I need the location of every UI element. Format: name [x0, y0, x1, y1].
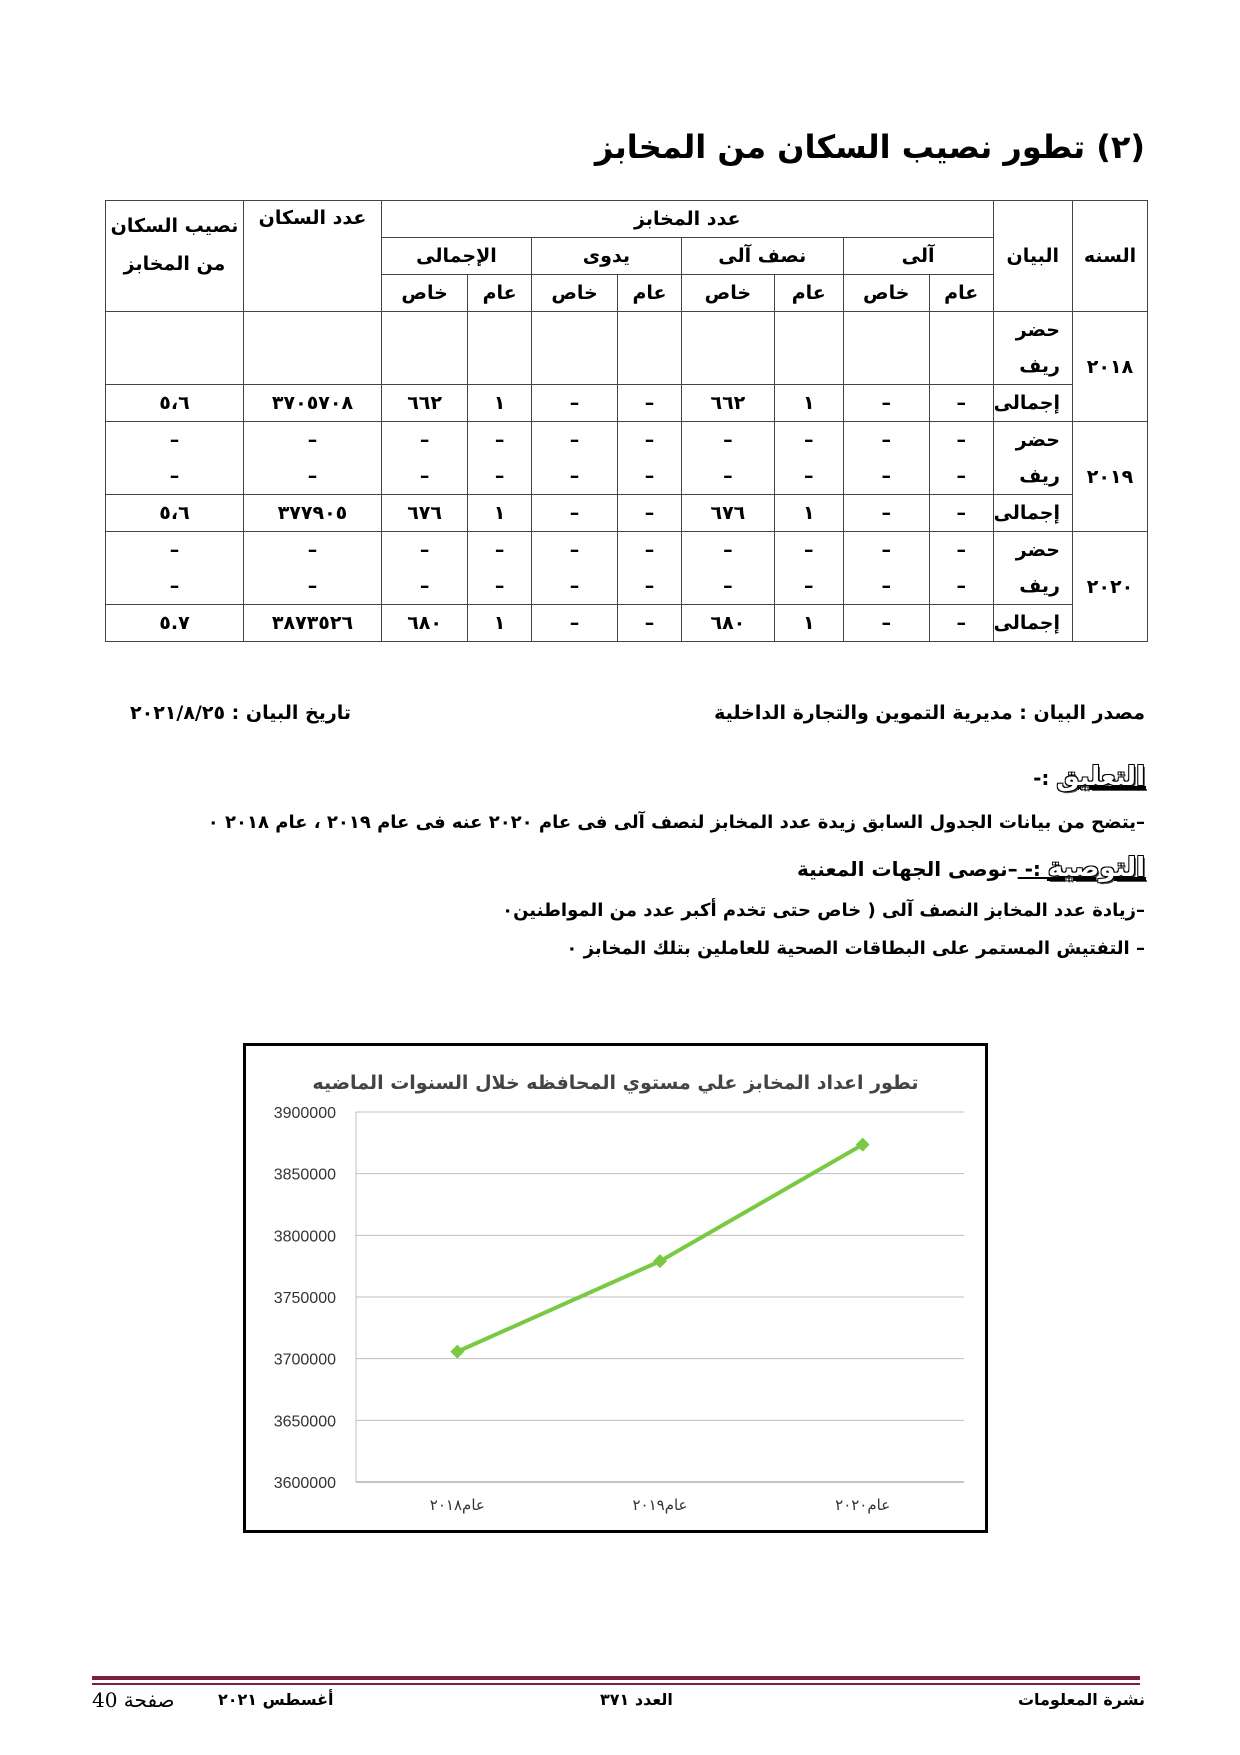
table-cell: – — [531, 568, 617, 605]
comment-text: –يتضح من بيانات الجدول السابق زيدة عدد المخابز لنصف آلى فى عام ٢٠٢٠ عنه فى عام ٢٠١٩ ، عام ٢٠١٨ ٠ — [207, 812, 1145, 833]
table-cell: – — [929, 422, 993, 459]
table-cell: – — [531, 495, 617, 532]
table-cell: – — [843, 422, 929, 459]
table-cell: ٦٨٠ — [382, 605, 468, 642]
table-cell: ١ — [468, 495, 532, 532]
header-private: خاص — [531, 275, 617, 312]
header-year: السنه — [1073, 201, 1148, 312]
table-cell — [468, 312, 532, 349]
header-group: نصف آلى — [681, 238, 843, 275]
table-cell: ٦٦٢ — [681, 385, 774, 422]
data-date: تاريخ البيان : ٢٠٢١/٨/٢٥ — [130, 702, 352, 724]
table-cell: ١ — [774, 495, 843, 532]
table-cell — [382, 312, 468, 349]
chart-title: تطور اعداد المخابز علي مستوي المحافظه خلال السنوات الماضيه — [312, 1072, 919, 1094]
footer-rule-thin — [92, 1683, 1140, 1685]
table-cell — [843, 348, 929, 385]
table-cell: – — [106, 422, 244, 459]
table-cell — [774, 312, 843, 349]
table-cell: ٦٨٠ — [681, 605, 774, 642]
table-cell: – — [531, 385, 617, 422]
table-cell: ٣٧٧٩٠٥ — [244, 495, 382, 532]
table-cell: – — [618, 385, 682, 422]
table-cell: – — [382, 532, 468, 569]
table-cell: – — [681, 568, 774, 605]
table-cell: – — [929, 532, 993, 569]
table-cell — [681, 348, 774, 385]
header-group: آلى — [843, 238, 993, 275]
table-cell: ٣٨٧٣٥٢٦ — [244, 605, 382, 642]
table-cell: – — [774, 458, 843, 495]
footer-issue: العدد ٣٧١ — [600, 1690, 673, 1709]
row-label-rural: ريف — [993, 568, 1072, 605]
table-cell: – — [618, 422, 682, 459]
table-cell: – — [843, 532, 929, 569]
table-cell: – — [618, 568, 682, 605]
table-cell: – — [843, 495, 929, 532]
table-cell — [774, 348, 843, 385]
footer-page: صفحة 40 — [92, 1688, 175, 1712]
data-point — [450, 1345, 464, 1359]
row-label-rural: ريف — [993, 458, 1072, 495]
y-tick-label: 3750000 — [273, 1290, 336, 1307]
table-cell: – — [618, 458, 682, 495]
table-cell: – — [468, 532, 532, 569]
row-label-urban: حضر — [993, 532, 1072, 569]
table-cell: – — [468, 422, 532, 459]
table-cell — [929, 348, 993, 385]
row-label-urban: حضر — [993, 422, 1072, 459]
table-cell: ١ — [774, 605, 843, 642]
y-tick-label: 3650000 — [273, 1413, 336, 1431]
header-group: الإجمالى — [382, 238, 532, 275]
header-private: خاص — [382, 275, 468, 312]
table-cell: – — [382, 422, 468, 459]
table-cell: – — [106, 568, 244, 605]
table-cell: – — [106, 458, 244, 495]
table-cell: – — [843, 605, 929, 642]
table-cell — [681, 312, 774, 349]
year-cell: ٢٠١٨ — [1073, 312, 1148, 422]
table-cell: – — [929, 605, 993, 642]
header-private: خاص — [681, 275, 774, 312]
table-cell: – — [531, 532, 617, 569]
recommend-item-2: – التفتيش المستمر على البطاقات الصحية للعاملين بتلك المخابز ٠ — [566, 938, 1145, 959]
row-label-urban: حضر — [993, 312, 1072, 349]
header-public: عام — [929, 275, 993, 312]
header-public: عام — [468, 275, 532, 312]
comment-title: التعليق — [1056, 762, 1145, 792]
table-cell: – — [382, 458, 468, 495]
table-cell: – — [929, 568, 993, 605]
table-cell: – — [774, 532, 843, 569]
table-cell: – — [468, 568, 532, 605]
header-population: عدد السكان — [244, 201, 382, 312]
table-cell: – — [244, 568, 382, 605]
recommend-heading: التوصية :- –نوصى الجهات المعنية — [797, 853, 1145, 883]
y-tick-label: 3600000 — [273, 1475, 336, 1492]
table-cell: ٥،٦ — [106, 385, 244, 422]
table-cell — [244, 348, 382, 385]
y-tick-label: 3800000 — [273, 1228, 336, 1246]
table-cell — [531, 312, 617, 349]
table-cell: ٦٦٢ — [382, 385, 468, 422]
table-cell — [843, 312, 929, 349]
table-cell: ١ — [774, 385, 843, 422]
table-cell: – — [843, 568, 929, 605]
chart-plot — [246, 1046, 985, 1530]
table-cell: – — [382, 568, 468, 605]
table-cell: – — [843, 385, 929, 422]
footer-publication: نشرة المعلومات — [1017, 1690, 1145, 1709]
table-cell: ١ — [468, 605, 532, 642]
table-cell: – — [531, 422, 617, 459]
table-cell: – — [531, 458, 617, 495]
table-cell: – — [681, 458, 774, 495]
table-cell: – — [531, 605, 617, 642]
footer-rule — [92, 1676, 1140, 1680]
y-tick-label: 3900000 — [273, 1105, 336, 1122]
bakeries-table — [105, 200, 1148, 642]
year-cell: ٢٠٢٠ — [1073, 532, 1148, 642]
x-tick-label: عام٢٠١٩ — [632, 1496, 688, 1514]
table-cell: ١ — [468, 385, 532, 422]
y-tick-label: 3700000 — [273, 1351, 336, 1369]
recommend-intro: –نوصى الجهات المعنية — [797, 857, 1018, 881]
table-cell — [468, 348, 532, 385]
table-cell: – — [244, 422, 382, 459]
series-line — [457, 1145, 862, 1352]
footer-month: أغسطس ٢٠٢١ — [218, 1690, 334, 1709]
table-cell — [244, 312, 382, 349]
table-cell: – — [618, 495, 682, 532]
header-private: خاص — [843, 275, 929, 312]
table-cell — [106, 348, 244, 385]
table-cell: ٥،٦ — [106, 495, 244, 532]
row-label-total: إجمالى — [993, 495, 1072, 532]
table-cell: – — [843, 458, 929, 495]
table-cell: – — [244, 532, 382, 569]
table-cell — [618, 312, 682, 349]
table-cell — [382, 348, 468, 385]
year-cell: ٢٠١٩ — [1073, 422, 1148, 532]
table-cell — [929, 312, 993, 349]
table-cell: – — [618, 532, 682, 569]
x-tick-label: عام٢٠١٨ — [429, 1496, 485, 1514]
line-chart — [243, 1043, 988, 1533]
table-cell: – — [681, 532, 774, 569]
header-group: يدوى — [531, 238, 681, 275]
table-cell — [531, 348, 617, 385]
table-cell: – — [244, 458, 382, 495]
header-statement: البيان — [993, 201, 1072, 312]
table-cell: ٥.٧ — [106, 605, 244, 642]
row-label-rural: ريف — [993, 348, 1072, 385]
table-cell: – — [929, 495, 993, 532]
header-public: عام — [774, 275, 843, 312]
recommend-item-1: –زيادة عدد المخابز النصف آلى ( خاص حتى تخدم أكبر عدد من المواطنين٠ — [502, 900, 1145, 921]
page-title: (٢) تطور نصيب السكان من المخابز — [594, 128, 1145, 166]
data-source: مصدر البيان : مديرية التموين والتجارة الداخلية — [714, 702, 1145, 724]
header-public: عام — [618, 275, 682, 312]
header-bakeries: عدد المخابز — [382, 201, 994, 238]
table-cell: – — [681, 422, 774, 459]
table-cell: – — [929, 385, 993, 422]
table-cell: – — [468, 458, 532, 495]
table-cell: ٣٧٠٥٧٠٨ — [244, 385, 382, 422]
table-cell: – — [929, 458, 993, 495]
comment-heading: التعليق :- — [1033, 762, 1145, 792]
table-cell: – — [618, 605, 682, 642]
x-tick-label: عام٢٠٢٠ — [835, 1496, 891, 1514]
header-share: نصيب السكان من المخابز — [106, 201, 244, 312]
table-cell — [106, 312, 244, 349]
recommend-title: التوصية — [1047, 853, 1145, 883]
row-label-total: إجمالى — [993, 385, 1072, 422]
table-cell — [618, 348, 682, 385]
row-label-total: إجمالى — [993, 605, 1072, 642]
table-cell: – — [106, 532, 244, 569]
table-cell: – — [774, 568, 843, 605]
table-cell: ٦٧٦ — [681, 495, 774, 532]
table-cell: – — [774, 422, 843, 459]
y-tick-label: 3850000 — [273, 1166, 336, 1184]
table-cell: ٦٧٦ — [382, 495, 468, 532]
